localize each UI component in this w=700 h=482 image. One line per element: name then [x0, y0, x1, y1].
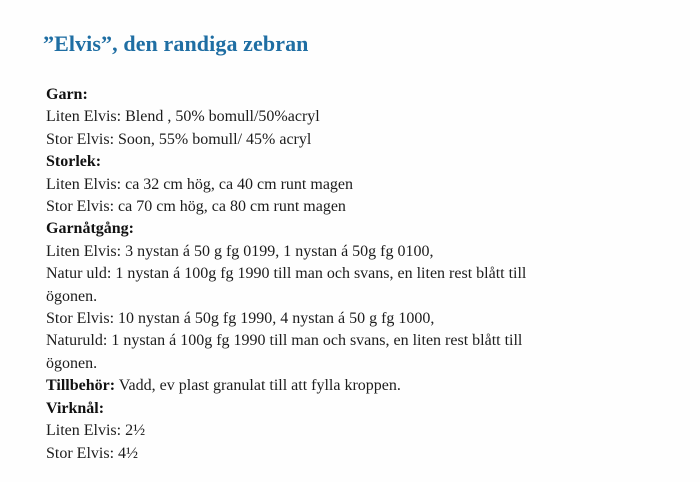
garn-line-stor: Stor Elvis: Soon, 55% bomull/ 45% acryl — [46, 130, 312, 148]
garnatgang-line-3: ögonen. — [46, 287, 98, 305]
garnatgang-line-6: ögonen. — [46, 354, 98, 372]
heading-garn: Garn: — [46, 86, 88, 103]
heading-virknal: Virknål: — [46, 399, 105, 417]
garn-line-liten: Liten Elvis: Blend , 50% bomull/50%acryl — [46, 108, 320, 126]
storlek-line-stor: Stor Elvis: ca 70 cm hög, ca 80 cm runt magen — [46, 198, 346, 216]
tillbehor-text: Vadd, ev plast granulat till att fylla kroppen. — [115, 377, 401, 395]
heading-garnatgang: Garnåtgång: — [46, 220, 134, 238]
pattern-details — [46, 84, 686, 465]
garnatgang-line-1: Liten Elvis: 3 nystan á 50 g fg 0199, 1 nystan á 50g fg 0100, — [46, 242, 434, 260]
heading-tillbehor: Tillbehör: — [46, 377, 116, 395]
heading-storlek: Storlek: — [46, 153, 102, 171]
storlek-line-liten: Liten Elvis: ca 32 cm hög, ca 40 cm runt magen — [46, 175, 354, 193]
garnatgang-line-4: Stor Elvis: 10 nystan á 50g fg 1990, 4 nystan á 50 g fg 1000, — [46, 310, 435, 328]
virknal-line-stor: Stor Elvis: 4½ — [46, 444, 139, 462]
virknal-line-liten: Liten Elvis: 2½ — [46, 422, 146, 440]
garnatgang-line-5: Naturuld: 1 nystan á 100g fg 1990 till man och svans, en liten rest blått till — [46, 332, 523, 350]
garnatgang-line-2: Natur uld: 1 nystan á 100g fg 1990 till man och svans, en liten rest blått till — [46, 265, 527, 283]
document-title: ”Elvis”, den randiga zebran — [43, 31, 309, 56]
tillbehor-line — [46, 375, 686, 397]
